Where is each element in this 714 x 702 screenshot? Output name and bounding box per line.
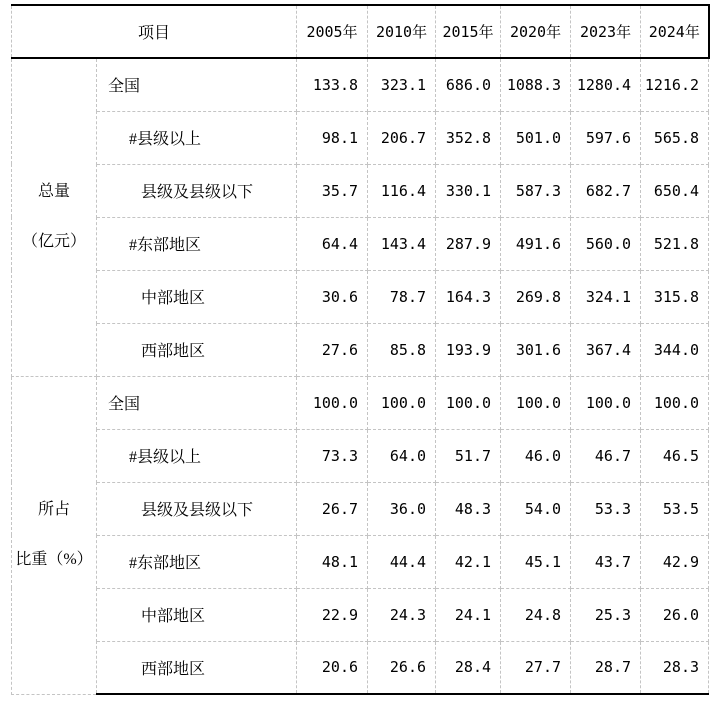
- value-cell: 491.6: [501, 217, 571, 270]
- value-cell: 597.6: [571, 111, 641, 164]
- year-column-header: 2020年: [501, 5, 571, 58]
- value-cell: 26.6: [368, 641, 436, 694]
- row-label: 全国: [97, 376, 297, 429]
- value-cell: 28.7: [571, 641, 641, 694]
- value-cell: 323.1: [368, 58, 436, 111]
- row-label: 西部地区: [97, 641, 297, 694]
- table-row: [12, 323, 709, 376]
- row-label: 全国: [97, 58, 297, 111]
- value-cell: 42.9: [641, 535, 709, 588]
- row-label: 中部地区: [97, 588, 297, 641]
- value-cell: 64.4: [297, 217, 368, 270]
- table-row: [12, 164, 709, 217]
- value-cell: 682.7: [571, 164, 641, 217]
- year-column-header: 2023年: [571, 5, 641, 58]
- value-cell: 26.0: [641, 588, 709, 641]
- value-cell: 73.3: [297, 429, 368, 482]
- value-cell: 324.1: [571, 270, 641, 323]
- value-cell: 686.0: [436, 58, 501, 111]
- value-cell: 164.3: [436, 270, 501, 323]
- value-cell: 352.8: [436, 111, 501, 164]
- value-cell: 22.9: [297, 588, 368, 641]
- value-cell: 501.0: [501, 111, 571, 164]
- value-cell: 64.0: [368, 429, 436, 482]
- table-row: [12, 588, 709, 641]
- row-label: 西部地区: [97, 323, 297, 376]
- year-column-header: 2010年: [368, 5, 436, 58]
- group-label-total: [12, 58, 97, 376]
- item-column-header: 项目: [12, 5, 297, 58]
- value-cell: 48.3: [436, 482, 501, 535]
- value-cell: 98.1: [297, 111, 368, 164]
- value-cell: 330.1: [436, 164, 501, 217]
- value-cell: 27.7: [501, 641, 571, 694]
- value-cell: 560.0: [571, 217, 641, 270]
- value-cell: 100.0: [436, 376, 501, 429]
- table-row: [12, 376, 709, 429]
- year-column-header: 2024年: [641, 5, 709, 58]
- value-cell: 315.8: [641, 270, 709, 323]
- value-cell: 43.7: [571, 535, 641, 588]
- value-cell: 27.6: [297, 323, 368, 376]
- value-cell: 30.6: [297, 270, 368, 323]
- value-cell: 587.3: [501, 164, 571, 217]
- value-cell: 35.7: [297, 164, 368, 217]
- value-cell: 206.7: [368, 111, 436, 164]
- value-cell: 24.3: [368, 588, 436, 641]
- value-cell: 48.1: [297, 535, 368, 588]
- value-cell: 46.0: [501, 429, 571, 482]
- value-cell: 100.0: [501, 376, 571, 429]
- value-cell: 24.1: [436, 588, 501, 641]
- value-cell: 46.7: [571, 429, 641, 482]
- group-label-line: 所占: [37, 501, 70, 518]
- table-row: [12, 111, 709, 164]
- value-cell: 650.4: [641, 164, 709, 217]
- value-cell: 28.4: [436, 641, 501, 694]
- group-label-line: 比重（%）: [15, 551, 93, 568]
- value-cell: 100.0: [368, 376, 436, 429]
- value-cell: 100.0: [641, 376, 709, 429]
- value-cell: 344.0: [641, 323, 709, 376]
- value-cell: 287.9: [436, 217, 501, 270]
- value-cell: 1216.2: [641, 58, 709, 111]
- value-cell: 301.6: [501, 323, 571, 376]
- row-label: #县级以上: [97, 429, 297, 482]
- year-column-header: 2005年: [297, 5, 368, 58]
- value-cell: 24.8: [501, 588, 571, 641]
- row-label: 中部地区: [97, 270, 297, 323]
- value-cell: 78.7: [368, 270, 436, 323]
- table-row: [12, 641, 709, 694]
- table-row: [12, 270, 709, 323]
- value-cell: 44.4: [368, 535, 436, 588]
- value-cell: 100.0: [571, 376, 641, 429]
- value-cell: 269.8: [501, 270, 571, 323]
- value-cell: 25.3: [571, 588, 641, 641]
- value-cell: 45.1: [501, 535, 571, 588]
- value-cell: 1280.4: [571, 58, 641, 111]
- value-cell: 36.0: [368, 482, 436, 535]
- value-cell: 133.8: [297, 58, 368, 111]
- row-label: #东部地区: [97, 535, 297, 588]
- value-cell: 521.8: [641, 217, 709, 270]
- value-cell: 143.4: [368, 217, 436, 270]
- year-column-header: 2015年: [436, 5, 501, 58]
- table-row: [12, 217, 709, 270]
- group-label-share: [12, 376, 97, 694]
- value-cell: 26.7: [297, 482, 368, 535]
- header-row: [12, 5, 709, 58]
- statistics-table: [11, 4, 710, 695]
- value-cell: 100.0: [297, 376, 368, 429]
- value-cell: 20.6: [297, 641, 368, 694]
- value-cell: 116.4: [368, 164, 436, 217]
- value-cell: 1088.3: [501, 58, 571, 111]
- table-row: [12, 58, 709, 111]
- value-cell: 51.7: [436, 429, 501, 482]
- value-cell: 28.3: [641, 641, 709, 694]
- row-label: 县级及县级以下: [97, 164, 297, 217]
- group-label-line: （亿元）: [21, 233, 86, 251]
- group-label-line: 总量: [37, 183, 70, 201]
- value-cell: 367.4: [571, 323, 641, 376]
- table-row: [12, 482, 709, 535]
- table-row: [12, 535, 709, 588]
- row-label: #县级以上: [97, 111, 297, 164]
- row-label: #东部地区: [97, 217, 297, 270]
- table-row: [12, 429, 709, 482]
- value-cell: 53.5: [641, 482, 709, 535]
- row-label: 县级及县级以下: [97, 482, 297, 535]
- value-cell: 565.8: [641, 111, 709, 164]
- value-cell: 193.9: [436, 323, 501, 376]
- value-cell: 46.5: [641, 429, 709, 482]
- value-cell: 53.3: [571, 482, 641, 535]
- value-cell: 85.8: [368, 323, 436, 376]
- value-cell: 42.1: [436, 535, 501, 588]
- value-cell: 54.0: [501, 482, 571, 535]
